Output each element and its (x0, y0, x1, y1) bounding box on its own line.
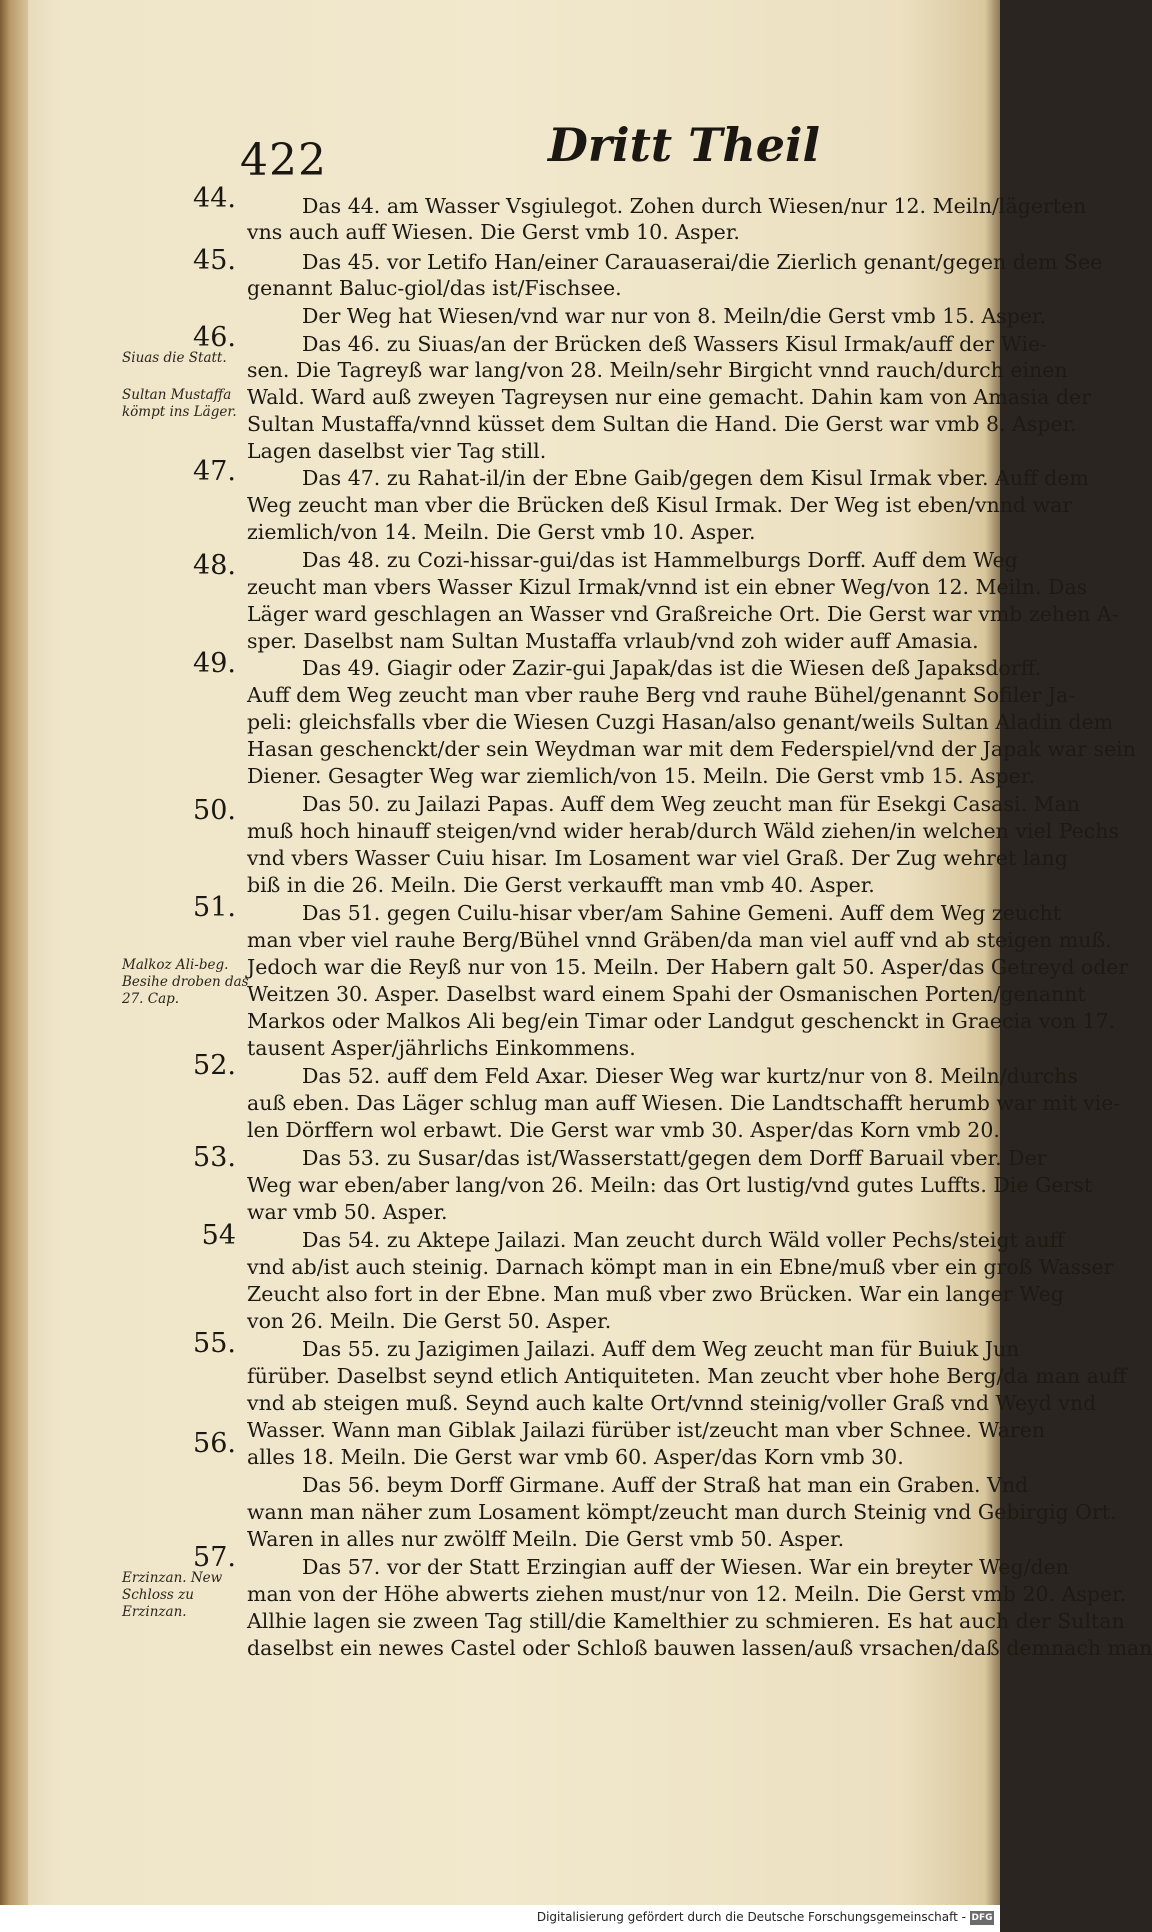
text-line: Das 56. beym Dorff Girmane. Auff der Straß hat man ein Graben. Vnd (302, 1473, 1029, 1497)
text-line: Das 45. vor Letifo Han/einer Carauaserai/die Zierlich genant/gegen dem See (302, 250, 1103, 274)
entry-number-54: 54 (201, 1220, 236, 1251)
entry-number-53: 53. (193, 1142, 236, 1173)
text-line: zeucht man vbers Wasser Kizul Irmak/vnnd ist ein ebner Weg/von 12. Meiln. Das (247, 575, 1088, 599)
margin-note-erzinzan: Erzinzan. New Schloss zu Erzinzan. (122, 1570, 223, 1620)
entry-number-55: 55. (193, 1328, 236, 1359)
digitization-footer (0, 1905, 1000, 1932)
text-line: Weitzen 30. Asper. Daselbst ward einem Spahi der Osmanischen Porten/genannt (247, 982, 1086, 1006)
text-line: man von der Höhe abwerts ziehen must/nur von 12. Meiln. Die Gerst vmb 20. Asper. (247, 1582, 1127, 1606)
text-line: Sultan Mustaffa/vnnd küsset dem Sultan die Hand. Die Gerst war vmb 8. Asper. (247, 412, 1077, 436)
text-line: Das 55. zu Jazigimen Jailazi. Auff dem Weg zeucht man für Buiuk Jun (302, 1337, 1020, 1361)
text-line: von 26. Meiln. Die Gerst 50. Asper. (247, 1309, 612, 1333)
text-line: sen. Die Tagreyß war lang/von 28. Meiln/sehr Birgicht vnnd rauch/durch einen (247, 358, 1068, 382)
text-line: Allhie lagen sie zween Tag still/die Kamelthier zu schmieren. Es hat auch der Sultan (247, 1609, 1125, 1633)
entry-number-45: 45. (193, 245, 236, 276)
text-line: alles 18. Meiln. Die Gerst war vmb 60. Asper/das Korn vmb 30. (247, 1445, 904, 1469)
text-line: man vber viel rauhe Berg/Bühel vnnd Gräben/da man viel auff vnd ab steigen muß. (247, 928, 1112, 952)
text-line: Das 57. vor der Statt Erzingian auff der Wiesen. War ein breyter Weg/den (302, 1555, 1069, 1579)
margin-note-mustaffa: Sultan Mustaffa kömpt ins Läger. (122, 387, 237, 420)
footer-credit: Digitalisierung gefördert durch die Deutsche Forschungsgemeinschaft - (536, 1910, 966, 1924)
book-spine (0, 0, 28, 1932)
text-line: fürüber. Daselbst seynd etlich Antiquiteten. Man zeucht vber hohe Berg/da man auff (247, 1364, 1127, 1388)
text-line: Markos oder Malkos Ali beg/ein Timar oder Landgut geschenckt in Graecia von 17. (247, 1009, 1116, 1033)
text-line: Das 53. zu Susar/das ist/Wasserstatt/gegen dem Dorff Baruail vber. Der (302, 1146, 1047, 1170)
text-line: Läger ward geschlagen an Wasser vnd Graßreiche Ort. Die Gerst war vmb zehen A- (247, 602, 1119, 626)
text-line: vnd vbers Wasser Cuiu hisar. Im Losament war viel Graß. Der Zug wehret lang (247, 846, 1068, 870)
margin-note-malkoz: Malkoz Ali-beg. Besihe droben das 27. Cap. (122, 957, 249, 1007)
entry-number-56: 56. (193, 1428, 236, 1459)
entry-number-50: 50. (193, 795, 236, 826)
text-line: Lagen daselbst vier Tag still. (247, 439, 547, 463)
margin-note-siuas: Siuas die Statt. (122, 350, 227, 366)
entry-number-46: 46. (193, 322, 236, 353)
text-line: vnd ab/ist auch steinig. Darnach kömpt man in ein Ebne/muß vber ein groß Wasser (247, 1255, 1114, 1279)
text-line: vns auch auff Wiesen. Die Gerst vmb 10. Asper. (247, 220, 740, 244)
text-line: ziemlich/von 14. Meiln. Die Gerst vmb 10. Asper. (247, 520, 756, 544)
text-line: wann man näher zum Losament kömpt/zeucht man durch Steinig vnd Gebirgig Ort. (247, 1500, 1117, 1524)
text-line: Wald. Ward auß zweyen Tagreysen nur eine gemacht. Dahin kam von Amasia der (247, 385, 1091, 409)
page-number: 422 (240, 135, 327, 186)
entry-number-47: 47. (193, 456, 236, 487)
entry-number-51: 51. (193, 892, 236, 923)
text-line: Wasser. Wann man Giblak Jailazi fürüber ist/zeucht man vber Schnee. Waren (247, 1418, 1046, 1442)
text-line: Zeucht also fort in der Ebne. Man muß vber zwo Brücken. War ein langer Weg (247, 1282, 1064, 1306)
text-line: Jedoch war die Reyß nur von 15. Meiln. Der Habern galt 50. Asper/das Getreyd oder (247, 955, 1129, 979)
text-line: Das 50. zu Jailazi Papas. Auff dem Weg zeucht man für Esekgi Casasi. Man (302, 792, 1080, 816)
running-head: Dritt Theil (548, 118, 821, 172)
text-line: Das 46. zu Siuas/an der Brücken deß Wassers Kisul Irmak/auff der Wie- (302, 332, 1048, 356)
text-line: Das 54. zu Aktepe Jailazi. Man zeucht durch Wäld voller Pechs/steigt auff (302, 1228, 1065, 1252)
text-line: tausent Asper/jährlichs Einkommens. (247, 1036, 636, 1060)
text-line: Hasan geschenckt/der sein Weydman war mit dem Federspiel/vnd der Japak war sein (247, 737, 1136, 761)
text-line: Das 47. zu Rahat-il/in der Ebne Gaib/gegen dem Kisul Irmak vber. Auff dem (302, 466, 1089, 490)
entry-number-57: 57. (193, 1542, 236, 1573)
entry-number-49: 49. (193, 648, 236, 679)
text-line: len Dörffern wol erbawt. Die Gerst war vmb 30. Asper/das Korn vmb 20. (247, 1118, 1000, 1142)
dfg-logo-icon: DFG (971, 1913, 993, 1923)
text-line: Diener. Gesagter Weg war ziemlich/von 15. Meiln. Die Gerst vmb 15. Asper. (247, 764, 1035, 788)
text-line: Das 44. am Wasser Vsgiulegot. Zohen durch Wiesen/nur 12. Meiln/lägerten (302, 194, 1087, 218)
text-line: vnd ab steigen muß. Seynd auch kalte Ort/vnnd steinig/voller Graß vnd Weyd vnd (247, 1391, 1097, 1415)
text-line: auß eben. Das Läger schlug man auff Wiesen. Die Landtschafft herumb war mit vie- (247, 1091, 1121, 1115)
text-line: Waren in alles nur zwölff Meiln. Die Gerst vmb 50. Asper. (247, 1527, 845, 1551)
entry-number-48: 48. (193, 550, 236, 581)
text-line: Das 51. gegen Cuilu-hisar vber/am Sahine Gemeni. Auff dem Weg zeucht (302, 901, 1061, 925)
text-line: Der Weg hat Wiesen/vnd war nur von 8. Meiln/die Gerst vmb 15. Asper. (302, 304, 1047, 328)
text-line: daselbst ein newes Castel oder Schloß bauwen lassen/auß vrsachen/daß demnach man (247, 1636, 1152, 1660)
text-line: muß hoch hinauff steigen/vnd wider herab/durch Wäld ziehen/in welchen viel Pechs (247, 819, 1119, 843)
text-line: Weg zeucht man vber die Brücken deß Kisul Irmak. Der Weg ist eben/vnnd war (247, 493, 1073, 517)
text-line: biß in die 26. Meiln. Die Gerst verkaufft man vmb 40. Asper. (247, 873, 875, 897)
text-line: peli: gleichsfalls vber die Wiesen Cuzgi Hasan/also genant/weils Sultan Aladin dem (247, 710, 1114, 734)
entry-number-44: 44. (193, 183, 236, 214)
text-line: Das 52. auff dem Feld Axar. Dieser Weg war kurtz/nur von 8. Meiln/durchs (302, 1064, 1078, 1088)
text-line: Das 49. Giagir oder Zazir-gui Japak/das ist die Wiesen deß Japaksdorff. (302, 656, 1042, 680)
text-line: Das 48. zu Cozi-hissar-gui/das ist Hammelburgs Dorff. Auff dem Weg (302, 548, 1018, 572)
text-line: Auff dem Weg zeucht man vber rauhe Berg vnd rauhe Bühel/genannt Sofiler Ja- (247, 683, 1076, 707)
text-line: sper. Daselbst nam Sultan Mustaffa vrlaub/vnd zoh wider auff Amasia. (247, 629, 979, 653)
text-line: war vmb 50. Asper. (247, 1200, 448, 1224)
text-line: genannt Baluc-giol/das ist/Fischsee. (247, 276, 622, 300)
text-line: Weg war eben/aber lang/von 26. Meiln: das Ort lustig/vnd gutes Luffts. Die Gerst (247, 1173, 1093, 1197)
entry-number-52: 52. (193, 1050, 236, 1081)
